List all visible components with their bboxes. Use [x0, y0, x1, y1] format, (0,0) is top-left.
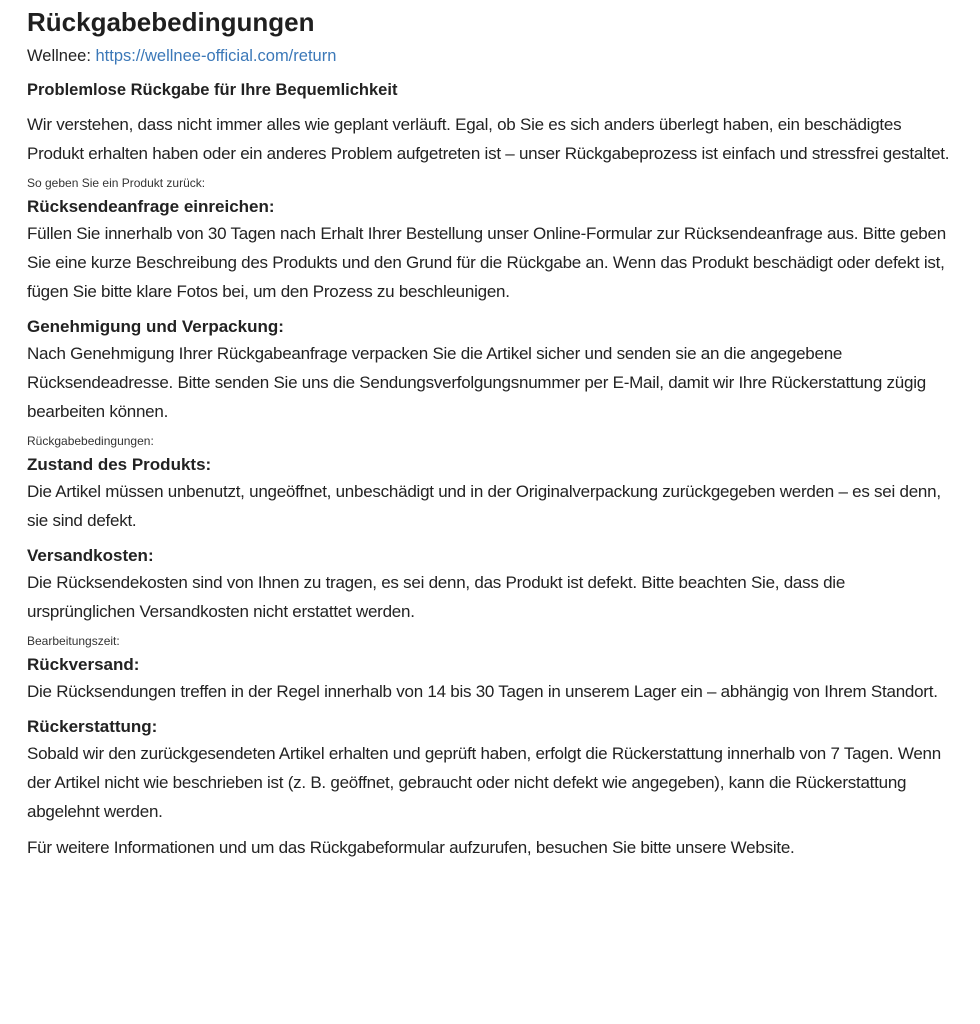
- item-text: Sobald wir den zurückgesendeten Artikel erhalten und geprüft haben, erfolgt die Rückerstattung innerhalb von 7 Tagen. Wenn der Artikel nicht wie beschrieben ist (z. B. geöffnet, gebraucht oder nicht defekt wie angegeben), kann die Rückerstattung abgelehnt werden.: [27, 744, 941, 821]
- section-return-steps: [27, 174, 954, 426]
- item-text: Die Rücksendekosten sind von Ihnen zu tragen, es sei denn, das Produkt ist defekt. Bitte beachten Sie, dass die ursprünglichen Versandkosten nicht erstattet werden.: [27, 573, 846, 621]
- intro-text: Wir verstehen, dass nicht immer alles wie geplant verläuft. Egal, ob Sie es sich anders überlegt haben, ein beschädigtes Produkt erhalten haben oder ein anderes Problem aufgetreten ist – unser Rückgabeprozess ist einfach und stressfrei gestaltet.: [27, 115, 950, 163]
- section-label: Bearbeitungszeit:: [27, 634, 120, 648]
- section-processing-time: [27, 632, 954, 826]
- section-label: Rückgabebedingungen:: [27, 434, 154, 448]
- item-heading: Versandkosten:: [27, 546, 154, 565]
- item-heading: Genehmigung und Verpackung:: [27, 317, 284, 336]
- source-prefix: Wellnee:: [27, 47, 96, 65]
- section-label: So geben Sie ein Produkt zurück:: [27, 176, 206, 190]
- source-line: [27, 44, 954, 68]
- item-heading: Rückversand:: [27, 655, 140, 674]
- page-title: Rückgabebedingungen: [27, 7, 315, 37]
- item-text: Füllen Sie innerhalb von 30 Tagen nach Erhalt Ihrer Bestellung unser Online-Formular zur Rücksendeanfrage aus. Bitte geben Sie eine kurze Beschreibung des Produkts und den Grund für die Rückgabe an. Wenn das Produkt beschädigt oder defekt ist, fügen Sie bitte klare Fotos bei, um den Prozess zu beschleunigen.: [27, 224, 946, 301]
- item-text: Die Artikel müssen unbenutzt, ungeöffnet, unbeschädigt und in der Originalverpackung zurückgegeben werden – es sei denn, sie sind defekt.: [27, 482, 941, 530]
- item-heading: Rückerstattung:: [27, 717, 158, 736]
- return-policy-link[interactable]: https://wellnee-official.com/return: [95, 47, 337, 65]
- intro-heading: Problemlose Rückgabe für Ihre Bequemlichkeit: [27, 81, 398, 99]
- item-heading: Rücksendeanfrage einreichen:: [27, 197, 275, 216]
- closing-text: Für weitere Informationen und um das Rückgabeformular aufzurufen, besuchen Sie bitte unsere Website.: [27, 838, 795, 857]
- section-return-conditions: [27, 432, 954, 626]
- item-text: Die Rücksendungen treffen in der Regel innerhalb von 14 bis 30 Tagen in unserem Lager ein – abhängig von Ihrem Standort.: [27, 682, 938, 701]
- item-heading: Zustand des Produkts:: [27, 455, 212, 474]
- item-text: Nach Genehmigung Ihrer Rückgabeanfrage verpacken Sie die Artikel sicher und senden sie an die angegebene Rücksendeadresse. Bitte senden Sie uns die Sendungsverfolgungsnummer per E-Mail, damit wir Ihre Rückerstattung zügig bearbeiten können.: [27, 344, 926, 421]
